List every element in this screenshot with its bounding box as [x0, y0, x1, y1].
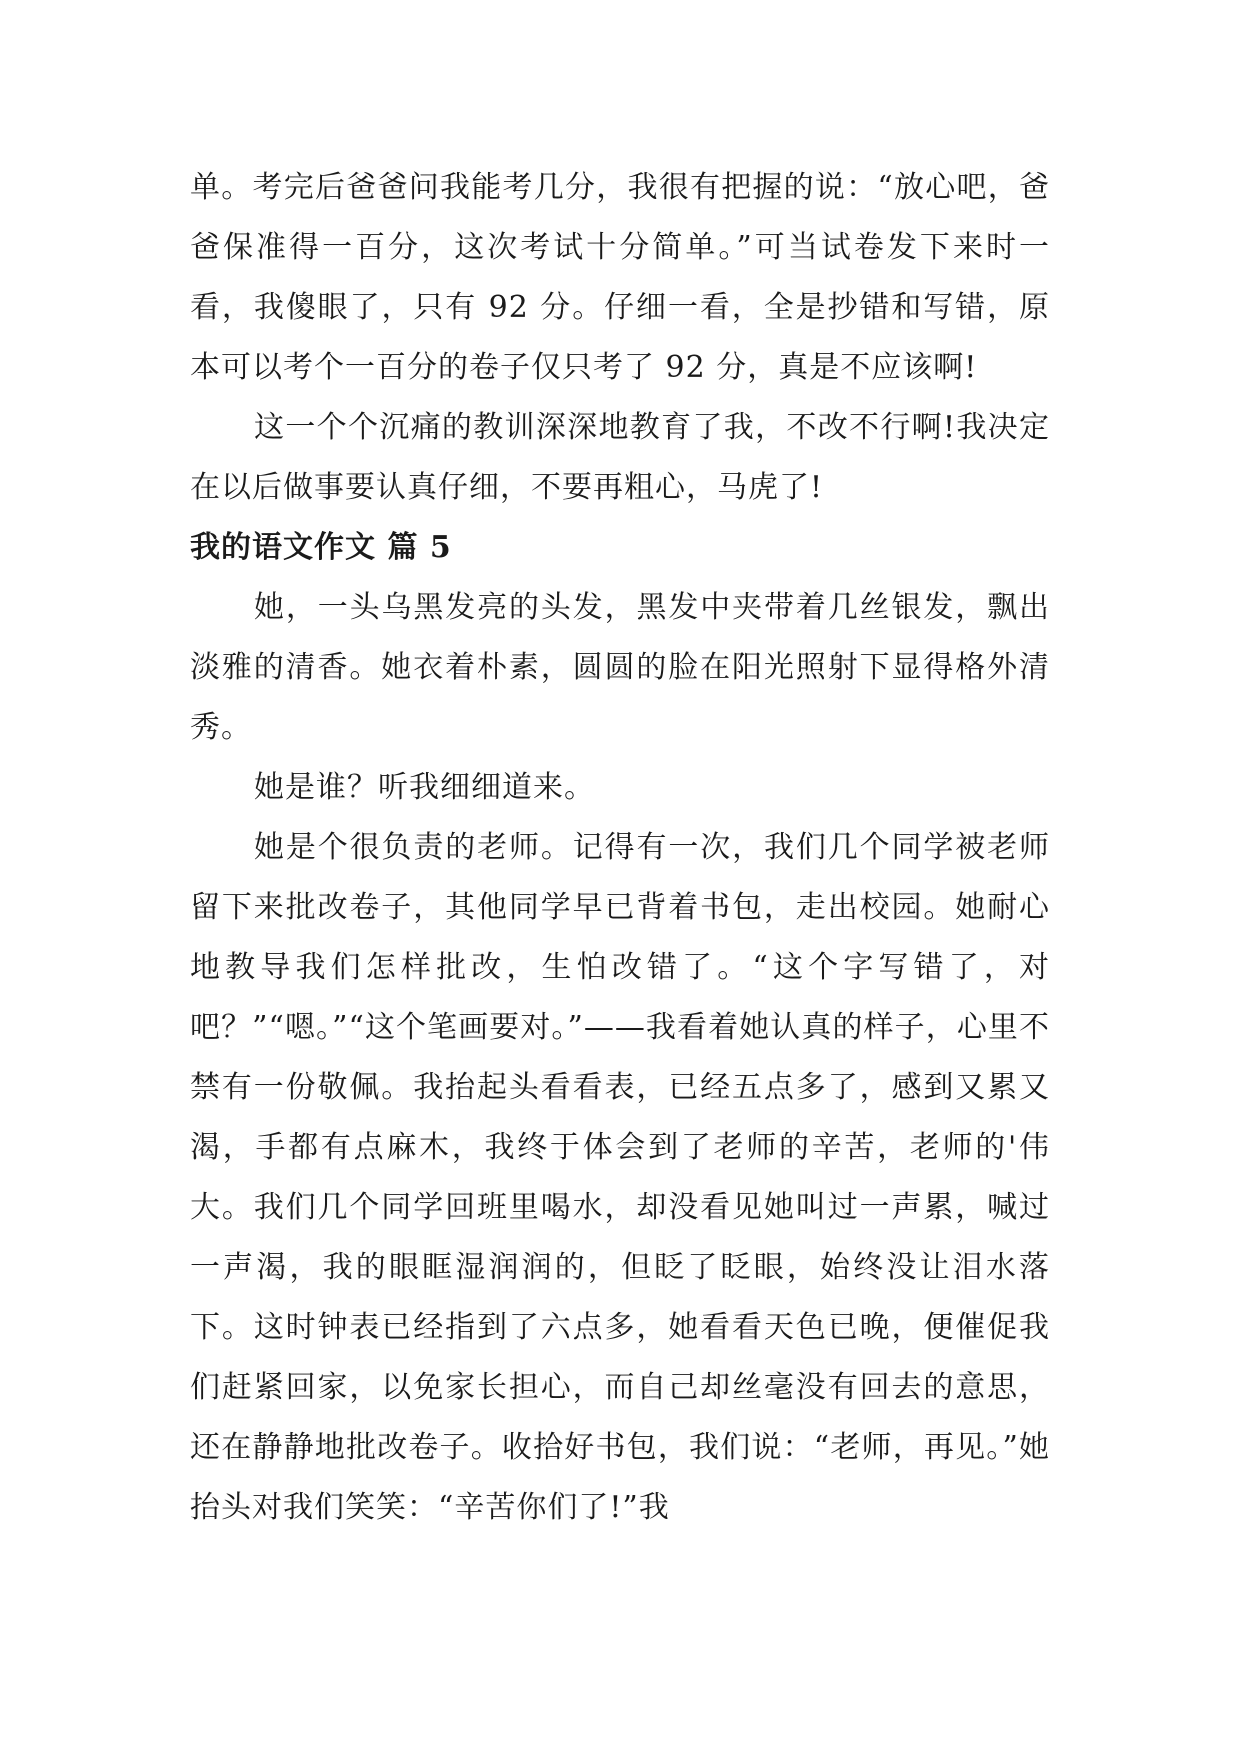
paragraph-description: 她，一头乌黑发亮的头发，黑发中夹带着几丝银发，飘出淡雅的清香。她衣着朴素，圆圆的脸在阳光照射下显得格外清秀。 [190, 590, 1050, 745]
paragraph-lesson: 这一个个沉痛的教训深深地教育了我，不改不行啊!我决定在以后做事要认真仔细，不要再粗心，马虎了! [190, 410, 1050, 505]
document-body [190, 158, 1050, 1538]
section-heading: 我的语文作文 篇 5 [190, 530, 452, 565]
paragraph-continuation: 单。考完后爸爸问我能考几分，我很有把握的说：“放心吧，爸爸保准得一百分，这次考试十分简单。”可当试卷发下来时一看，我傻眼了，只有 92 分。仔细一看，全是抄错和写错，原本可以考个一百分的卷子仅只考了 92 分，真是不应该啊! [190, 170, 1050, 385]
paragraph-story: 她是个很负责的老师。记得有一次，我们几个同学被老师留下来批改卷子，其他同学早已背着书包，走出校园。她耐心地教导我们怎样批改，生怕改错了。“这个字写错了，对吧？”“嗯。”“这个笔画要对。”——我看着她认真的样子，心里不禁有一份敬佩。我抬起头看看表，已经五点多了，感到又累又渴，手都有点麻木，我终于体会到了老师的辛苦，老师的'伟大。我们几个同学回班里喝水，却没看见她叫过一声累，喊过一声渴，我的眼眶湿润润的，但眨了眨眼，始终没让泪水落下。这时钟表已经指到了六点多，她看看天色已晚，便催促我们赶紧回家，以免家长担心，而自己却丝毫没有回去的意思，还在静静地批改卷子。收拾好书包，我们说：“老师，再见。”她抬头对我们笑笑：“辛苦你们了!”我 [190, 830, 1050, 1525]
paragraph-question: 她是谁？听我细细道来。 [254, 770, 595, 805]
